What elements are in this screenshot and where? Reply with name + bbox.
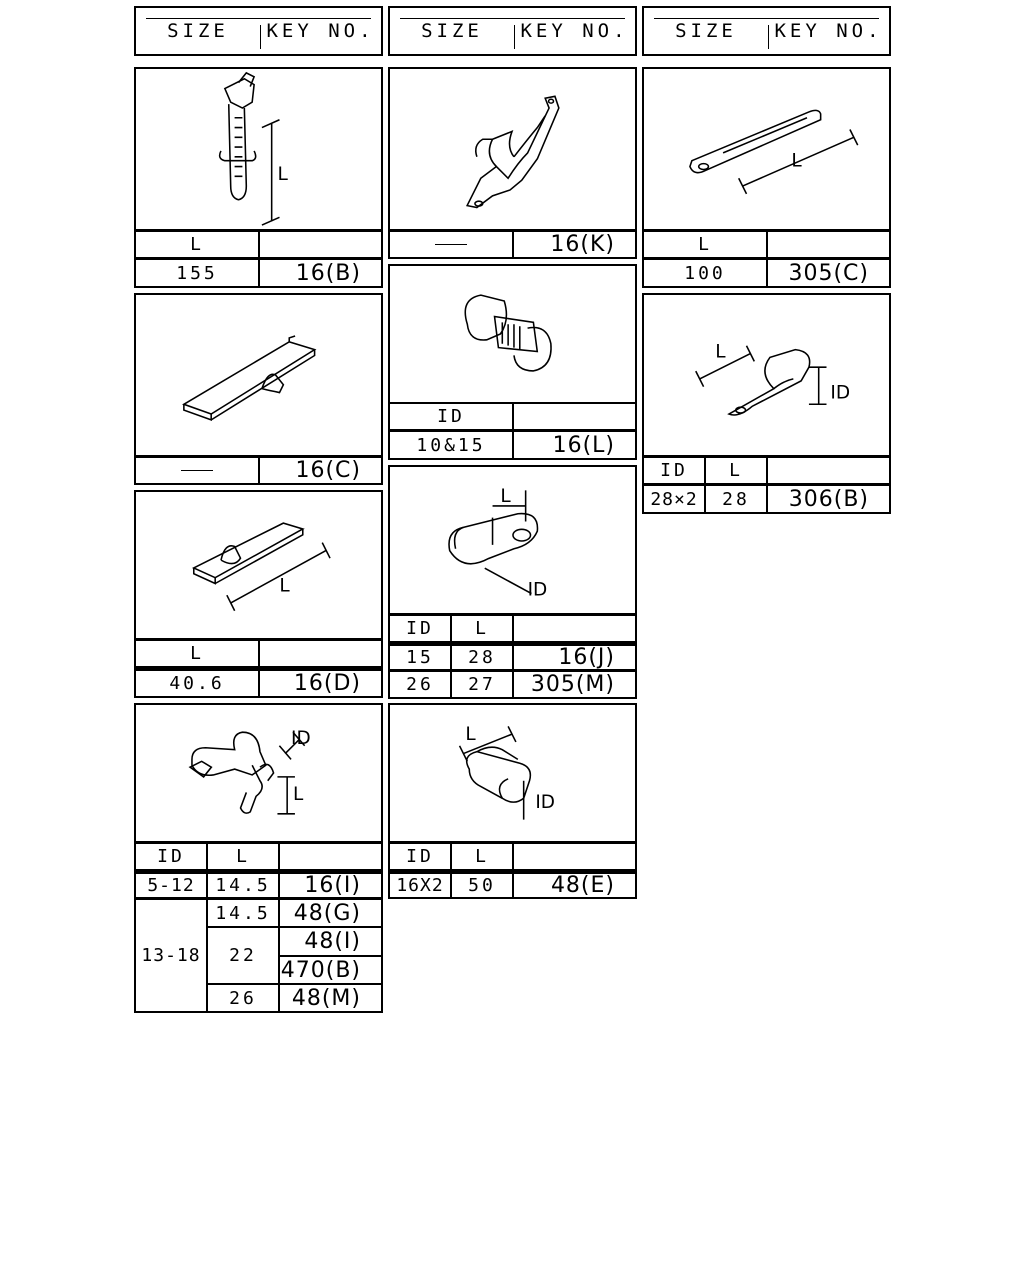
size-value-none [136,458,260,483]
part-305c-illustration[interactable] [642,67,891,231]
key-no-value: 305(C) [788,260,869,286]
pin-clip-drawing [136,705,381,841]
push-clip-drawing [136,69,381,229]
part-16b-illustration[interactable] [134,67,383,231]
l-value: 28 [452,646,514,669]
blank-cell [768,458,889,483]
dim-id-label: ID [830,382,851,404]
part-group-13-18 [134,898,383,1013]
part-305m-row[interactable] [388,670,637,699]
key-no-header: KEY NO. [774,20,883,42]
id-header-cell: ID [136,844,208,869]
part-16j-row[interactable] [388,642,637,671]
part-306b-row[interactable] [642,484,891,514]
size-value: 10&15 [390,432,514,458]
size-header: SIZE [675,20,737,42]
blank-cell [514,844,635,869]
key-no-header: KEY NO. [520,20,629,42]
key-no-value: 48(E) [550,873,615,898]
size-value: 40.6 [136,671,260,696]
dim-l-label: L [715,341,726,363]
l-header-cell: L [452,844,514,869]
id-header-cell: ID [390,616,452,641]
key-no-value: 16(D) [293,671,361,696]
key-no-value[interactable]: 48(M) [291,985,361,1011]
header-rule [400,18,625,19]
key-no-value[interactable]: 48(G) [280,900,381,928]
part-305c-size-header-row [642,230,891,259]
key-no-value[interactable]: 470(B) [280,957,381,985]
size-header-cell: L [136,641,260,666]
blank-cell [514,404,635,429]
key-no-value: 16(K) [550,232,615,257]
part-16d-illustration[interactable] [134,490,383,640]
loop-clip-drawing [390,467,635,613]
part-48e-header-row [388,842,637,871]
id-header-cell: ID [390,844,452,869]
base-clip-drawing [136,492,381,638]
blank-cell [280,844,381,869]
l-header-cell: L [706,458,768,483]
blank-cell [768,232,889,257]
part-16j-header-row [388,614,637,643]
part-16l-row[interactable] [388,430,637,460]
header-col2 [388,6,637,56]
key-no-value: 306(B) [788,486,869,512]
l-value: 22 [208,928,280,985]
bracket-drawing [390,69,635,229]
part-306b-header-row [642,456,891,485]
l-header-cell: L [208,844,280,869]
double-clip-drawing [390,266,635,402]
size-value: 100 [644,260,768,286]
part-16c-row[interactable] [134,456,383,485]
l-header-cell: L [452,616,514,641]
header-rule [654,18,879,19]
l-value: 26 [208,985,280,1011]
part-16d-row[interactable] [134,667,383,698]
id-value: 26 [390,672,452,697]
dim-l-label: L [500,486,511,508]
l-value: 14.5 [208,874,280,897]
strap-drawing [644,69,889,229]
part-16k-row[interactable] [388,230,637,259]
band-clip-drawing [390,705,635,841]
l-value: 50 [452,874,514,897]
dim-l-label: L [292,784,304,806]
size-header-cell: L [644,232,768,257]
part-306b-illustration[interactable] [642,293,891,457]
part-16k-illustration[interactable] [388,67,637,231]
key-no-value[interactable]: 48(I) [280,928,381,957]
key-no-header: KEY NO. [266,20,375,42]
flat-clip-drawing [136,295,381,455]
header-col1 [134,6,383,56]
part-48e-illustration[interactable] [388,703,637,843]
l-value: 27 [452,672,514,697]
dim-l-label: L [277,164,288,186]
id-value: 5-12 [136,874,208,897]
part-16d-size-header-row [134,639,383,668]
size-header: SIZE [167,20,229,42]
size-header-cell: L [136,232,260,257]
blank-cell [260,232,381,257]
dim-l-label: L [279,575,290,597]
id-value: 28×2 [644,486,706,512]
part-16c-illustration[interactable] [134,293,383,457]
part-48e-row[interactable] [388,870,637,899]
size-value: 155 [136,260,260,286]
header-col3 [642,6,891,56]
dim-id-label: ID [291,727,311,749]
id-value: 15 [390,646,452,669]
size-header: SIZE [421,20,483,42]
part-16l-size-header-row [388,402,637,431]
part-16i-row[interactable] [134,870,383,899]
part-16b-row[interactable] [134,258,383,288]
id-header-cell: ID [644,458,706,483]
blank-cell [260,641,381,666]
key-no-value: 16(I) [304,873,361,898]
key-no-value: 16(C) [295,458,361,483]
part-16i-illustration[interactable] [134,703,383,843]
key-no-value: 305(M) [530,672,615,697]
dim-l-label: L [465,723,476,745]
part-16b-size-header-row [134,230,383,259]
dim-id-label: ID [527,579,548,601]
part-16i-header-row [134,842,383,871]
dim-l-label: L [791,150,802,172]
part-16l-illustration[interactable] [388,264,637,404]
blank-cell [514,616,635,641]
key-no-value: 16(L) [552,432,615,458]
id-value: 16X2 [390,874,452,897]
group-id-value: 13-18 [136,900,208,1011]
key-no-value: 16(J) [558,645,615,670]
l-value: 14.5 [208,900,280,928]
size-value-none [390,232,514,257]
p-clip-drawing [644,295,889,455]
part-16j-illustration[interactable] [388,465,637,615]
header-rule [146,18,371,19]
key-no-value: 16(B) [295,260,361,286]
size-header-cell: ID [390,404,514,429]
l-value: 28 [706,486,768,512]
dim-id-label: ID [535,791,555,813]
part-305c-row[interactable] [642,258,891,288]
